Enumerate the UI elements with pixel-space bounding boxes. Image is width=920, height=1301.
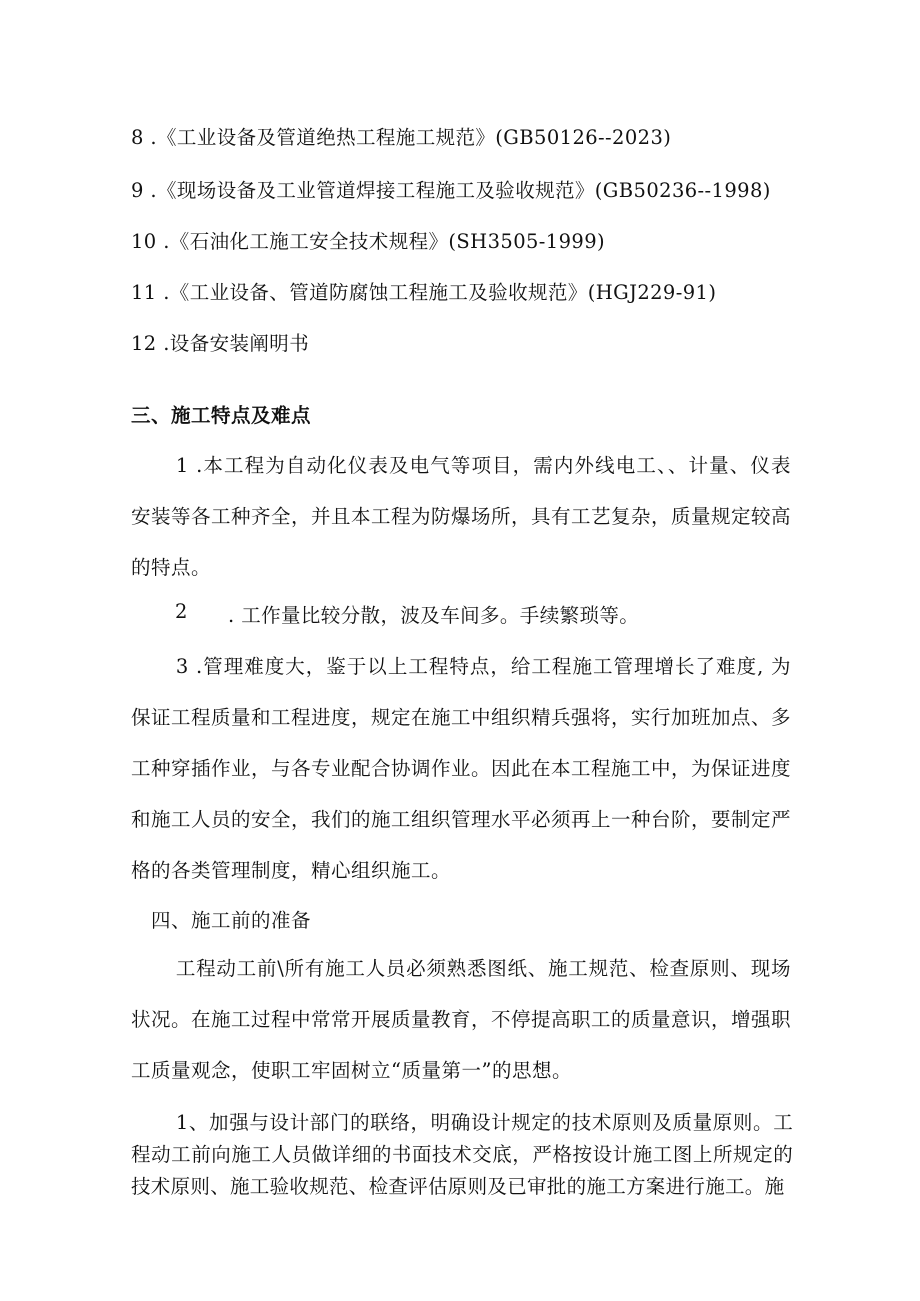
- reference-item-9: 9 .《现场设备及工业管道焊接工程施工及验收规范》(GB50236--1998): [131, 179, 771, 202]
- section-4-intro: 工程动工前\所有施工人员必须熟悉图纸、施工规范、检查原则、现场状况。在施工过程中常常开展质量教育，不停提高职工的质量意识，增强职工质量观念，使职工牢固树立“质量第一”的思想。: [131, 957, 792, 1082]
- section-4-item-1: 1、加强与设计部门的联络，明确设计规定的技术原则及质量原则。工程动工前向施工人员做详细的书面技术交底，严格按设计施工图上所规定的技术原则、施工验收规范、检查评估原则及已审批的施工方案进行施工。施: [131, 1111, 793, 1198]
- reference-item-12: 12 .设备安装阐明书: [131, 332, 310, 355]
- reference-item-10: 10 .《石油化工施工安全技术规程》(SH3505-1999): [131, 230, 606, 253]
- section-3-item-2-number: 2: [175, 600, 188, 623]
- section-3-item-3: 3 .管理难度大，鉴于以上工程特点，给工程施工管理增长了难度, 为保证工程质量和工程进度，规定在施工中组织精兵强将，实行加班加点、多工种穿插作业，与各专业配合协调作业。因此在本工程施工中，为保证进度和施工人员的安全，我们的施工组织管理水平必须再上一种台阶，要制定严格的各类管理制度，精心组织施工。: [131, 655, 792, 882]
- section-4-heading: 四、施工前的准备: [151, 909, 312, 932]
- section-3-item-1: 1 .本工程为自动化仪表及电气等项目，需内外线电工、、计量、仪表安装等各工种齐全，并且本工程为防爆场所，具有工艺复杂，质量规定较高的特点。: [131, 454, 792, 579]
- reference-item-11: 11 .《工业设备、管道防腐蚀工程施工及验收规范》(HGJ229-91): [131, 281, 717, 304]
- section-3-heading: 三、施工特点及难点: [131, 404, 312, 427]
- section-3-item-2-text: . 工作量比较分散，波及车间多。手续繁琐等。: [228, 604, 640, 627]
- reference-item-8: 8 .《工业设备及管道绝热工程施工规范》(GB50126--2023): [131, 126, 672, 149]
